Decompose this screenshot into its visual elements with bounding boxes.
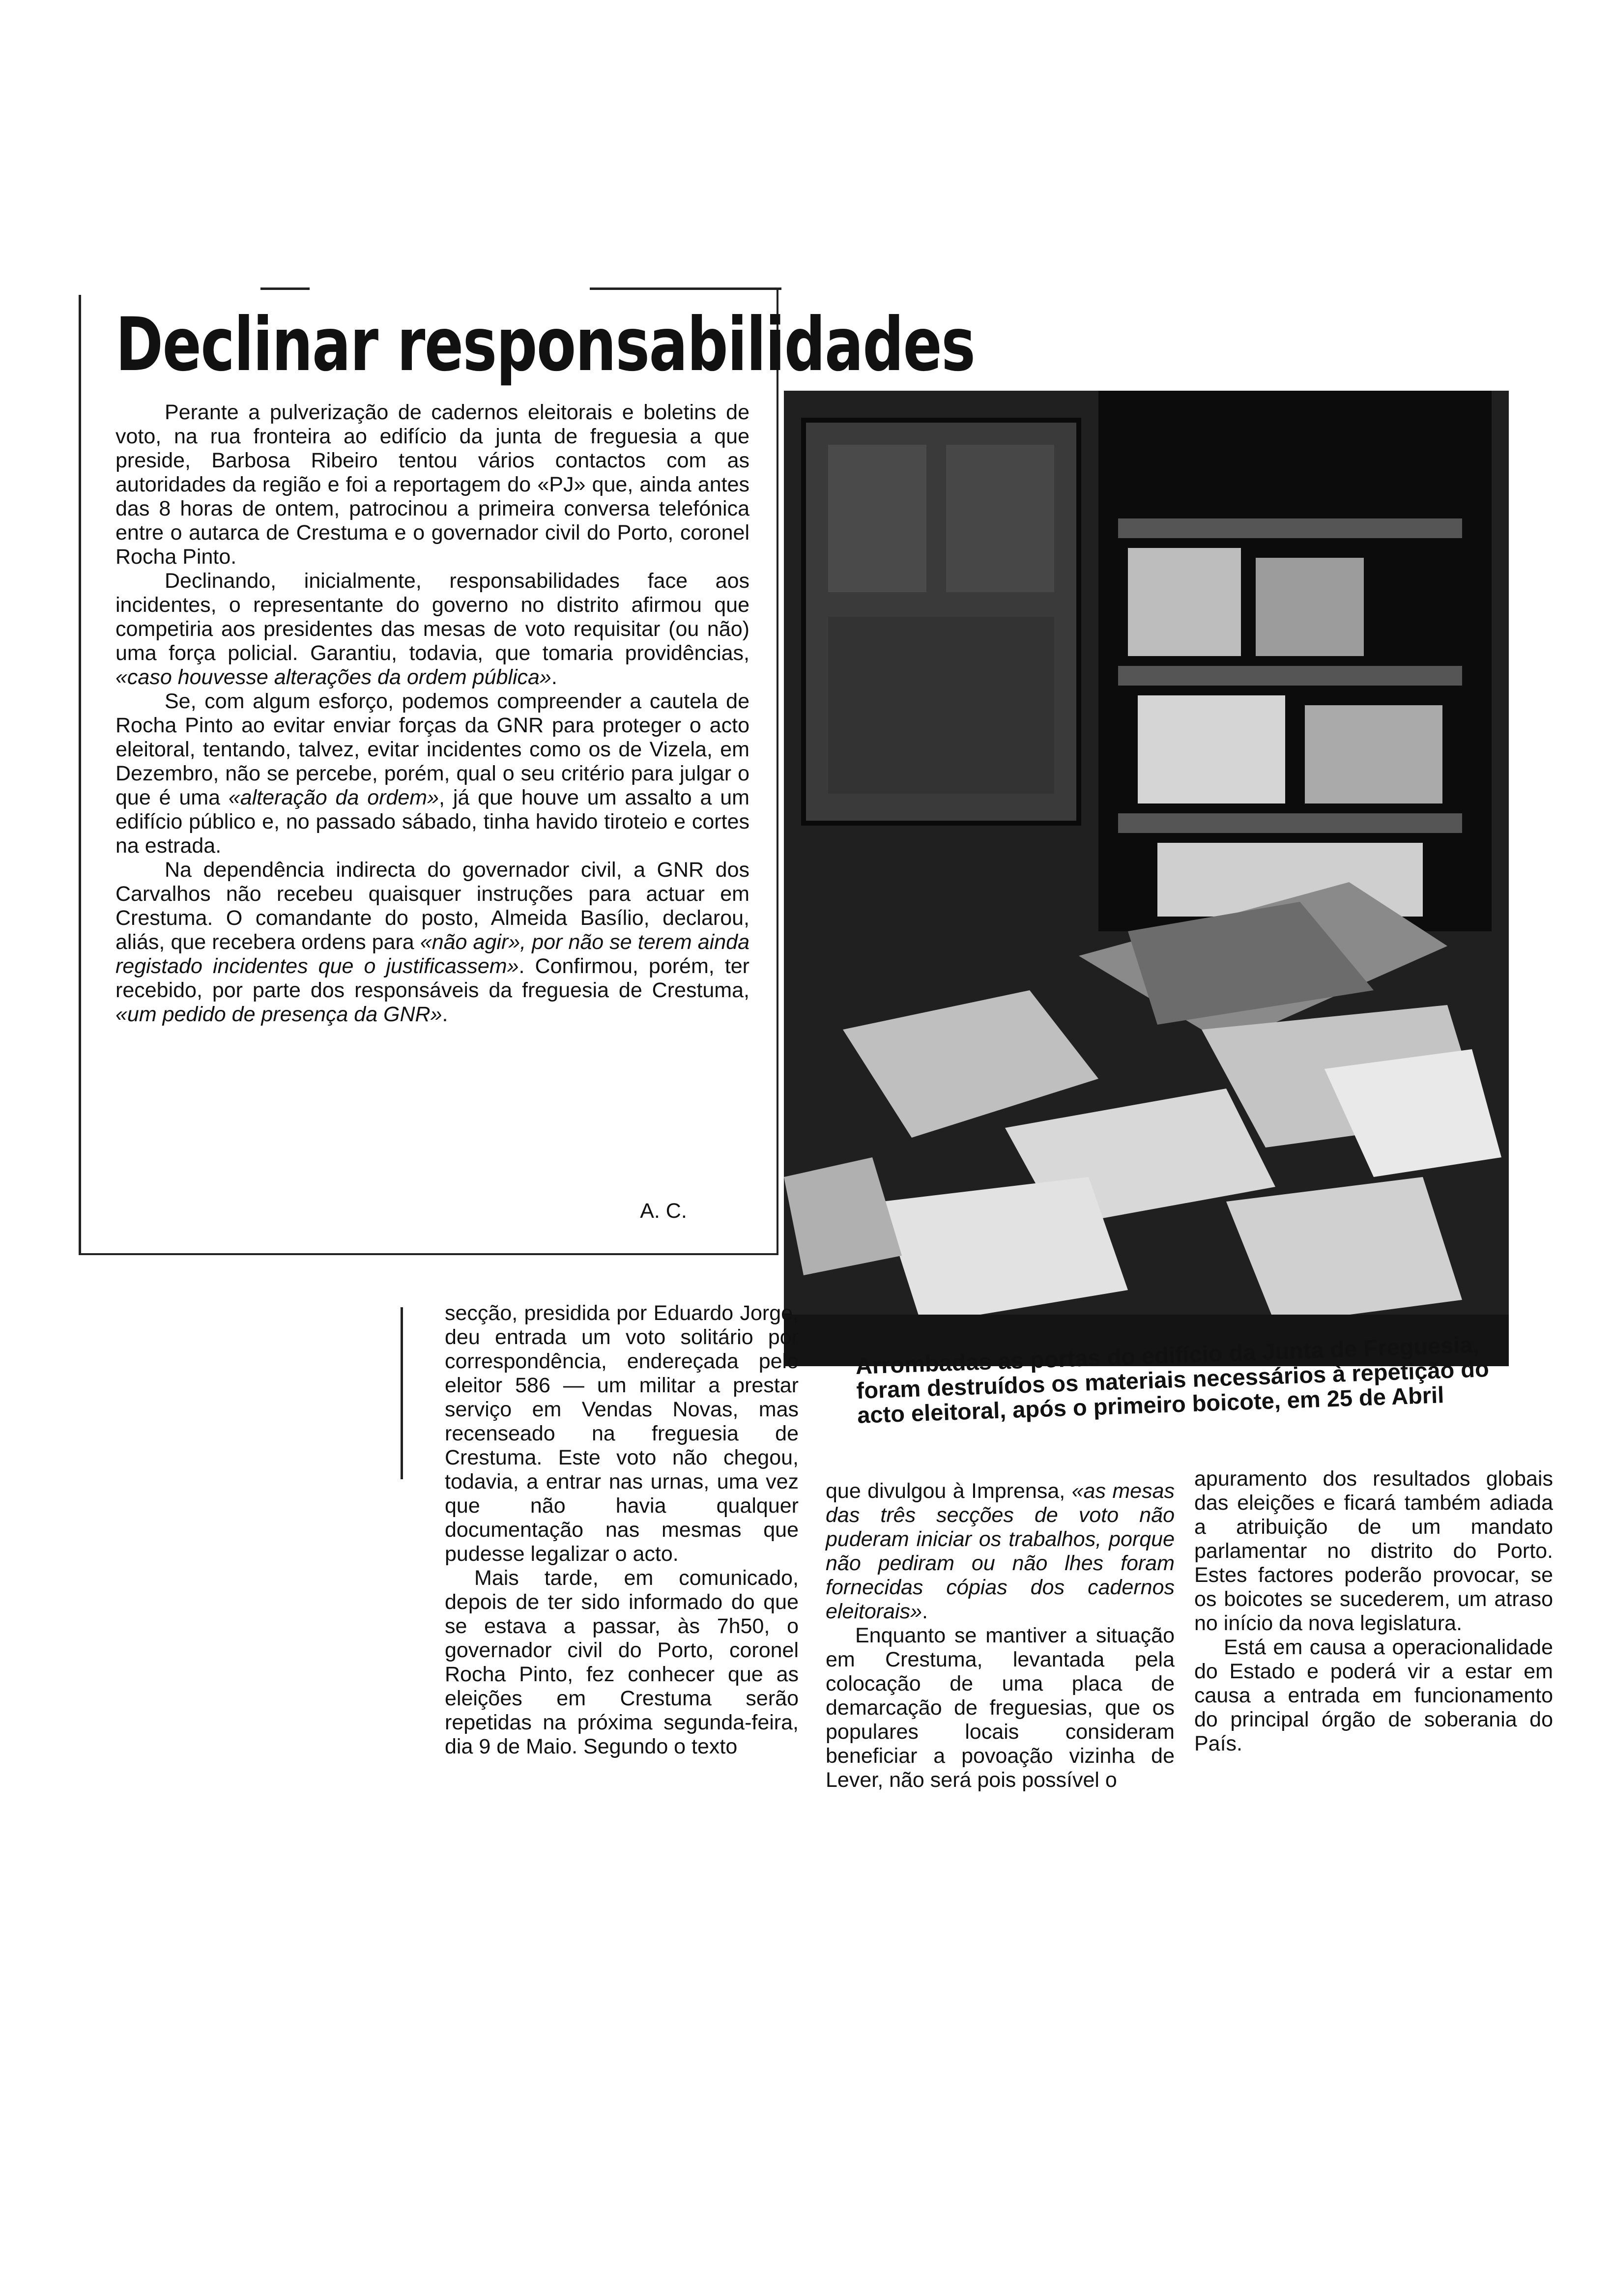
column-rule [401,1307,403,1479]
column-paragraph: Enquanto se mantiver a situação em Crestuma, levantada pela colocação de uma placa de demarcação de freguesias, que os populares locais consideram beneficiar a povoação vizinha de Lever, não será pois possível o [826,1624,1175,1792]
news-photo [784,391,1509,1366]
article-body [115,401,749,1027]
article-headline: Declinar responsabilidades [115,302,975,388]
text-column-3 [1194,1467,1553,1756]
column-paragraph: Está em causa a operacionalidade do Estado e poderá vir a estar em causa a entrada em funcionamento do principal órgão de soberania do País. [1194,1636,1553,1755]
column-paragraph: secção, presidida por Eduardo Jorge, deu entrada um voto solitário por correspondência, endereçada pelo eleitor 586 — um militar a prestar serviço em Vendas Novas, mas recenseado na freguesia de Crestuma. Este voto não chegou, todavia, a entrar nas urnas, uma vez que não havia qualquer documentação nas mesmas que pudesse legalizar o acto. [445,1301,799,1566]
text-column-1 [445,1301,799,1759]
article-paragraph: Se, com algum esforço, podemos compreender a cautela de Rocha Pinto ao evitar enviar forças da GNR para proteger o acto eleitoral, tentando, talvez, evitar incidentes como os de Vizela, em Dezembro, não se percebe, porém, qual o seu critério para julgar o que é uma «alteração da ordem», já que houve um assalto a um edifício público e, no passado sábado, tinha havido tiroteio e cortes na estrada. [115,689,749,858]
article-paragraph: Na dependência indirecta do governador civil, a GNR dos Carvalhos não recebeu quaisquer instruções para actuar em Crestuma. O comandante do posto, Almeida Basílio, declarou, aliás, que recebera ordens para «não agir», por não se terem ainda registado incidentes que o justificassem». Confirmou, porém, ter recebido, por parte dos responsáveis da freguesia de Crestuma, «um pedido de presença da GNR». [115,858,749,1026]
article-box-left-rule [79,295,81,1253]
article-paragraph: Perante a pulverização de cadernos eleitorais e boletins de voto, na rua fronteira ao edifício da junta de freguesia a que preside, Barbosa Ribeiro tentou vários contactos com as autoridades da região e foi a reportagem do «PJ» que, ainda antes das 8 horas de ontem, patrocinou a primeira conversa telefónica entre o autarca de Crestuma e o governador civil do Porto, coronel Rocha Pinto. [115,401,749,569]
article-paragraph: Declinando, inicialmente, responsabilidades face aos incidentes, o representante do governo no distrito afirmou que competiria aos presidentes das mesas de voto requisitar (ou não) uma força policial. Garantiu, todavia, que tomaria providências, «caso houvesse alterações da ordem pública». [115,569,749,689]
vandalized-office-image [784,391,1509,1366]
text-column-2 [826,1479,1175,1792]
photo-caption: Arrombadas as portas do edifício da Junta de Freguesia, foram destruídos os materiais necessários à repetição do acto eleitoral, após o primeiro boicote, em 25 de Abril [855,1331,1490,1428]
column-paragraph: apuramento dos resultados globais das eleições e ficará também adiada a atribuição de um mandato parlamentar no distrito do Porto. Estes factores poderão provocar, se os boicotes se sucederem, um atraso no início da nova legislatura. [1194,1467,1553,1635]
author-signature: A. C. [640,1199,687,1223]
column-paragraph: que divulgou à Imprensa, «as mesas das três secções de voto não puderam iniciar os trabalhos, porque não pediram ou não lhes foram fornecidas cópias dos cadernos eleitorais». [826,1479,1175,1623]
column-paragraph: Mais tarde, em comunicado, depois de ter sido informado do que se estava a passar, às 7h50, o governador civil do Porto, coronel Rocha Pinto, fez conhecer que as eleições em Crestuma serão repetidas na próxima segunda-feira, dia 9 de Maio. Segundo o texto [445,1566,799,1758]
